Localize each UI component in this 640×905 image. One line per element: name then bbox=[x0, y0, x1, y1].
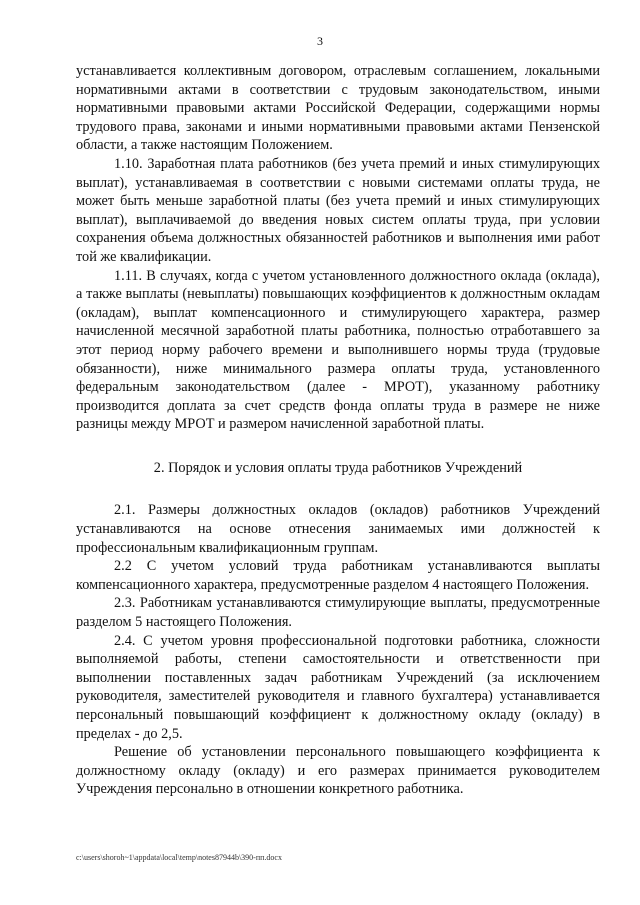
footer-file-path: c:\users\shoroh~1\appdata\local\temp\notes87944b\390-пп.docx bbox=[76, 853, 282, 862]
paragraph: 2.1. Размеры должностных окладов (окладов) работников Учреждений устанавливаются на основе отнесения занимаемых ими должностей к профессиональным квалификационным группам. bbox=[76, 502, 600, 556]
paragraph: Решение об установлении персонального повышающего коэффициента к должностному окладу (окладу) и его размерах принимается руководителем Учреждения персонально в отношении конкретного работника. bbox=[76, 744, 600, 798]
paragraph: 2.4. С учетом уровня профессиональной подготовки работника, сложности выполняемой работы, степени самостоятельности и ответственности при выполнении поставленных задач работникам Учреждений (за исключением руководителя, заместителей руководителя и главного бухгалтера) устанавливается персональный повышающий коэффициент к должностному окладу (окладу) в пределах - до 2,5. bbox=[76, 632, 600, 742]
paragraph: 2.3. Работникам устанавливаются стимулирующие выплаты, предусмотренные разделом 5 настоящего Положения. bbox=[76, 595, 600, 631]
paragraph: 1.10. Заработная плата работников (без учета премий и иных стимулирующих выплат), устанавливаемая в соответствии с новыми системами оплаты труда, не может быть меньше заработной платы (без учета премий и иных стимулирующих выплат), выплачиваемой до введения новых систем оплаты труда, при условии сохранения объема должностных обязанностей работников и выполнения ими работ той же квалификации. bbox=[76, 155, 600, 265]
paragraph: 1.11. В случаях, когда с учетом установленного должностного оклада (оклада), а также выплаты (невыплаты) повышающих коэффициентов к должностным окладам (окладам), выплат компенсационного и стимулирующего характера, размер начисленной месячной заработной платы работника, полностью отработавшего за этот период норму рабочего времени и выполнившего нормы труда (трудовые обязанности), ниже минимального размера оплаты труда, установленного федеральным законодательством (далее - МРОТ), указанному работнику производится доплата за счет средств фонда оплаты труда в размере не ниже разницы между МРОТ и размером начисленной заработной платы. bbox=[76, 267, 600, 433]
paragraph: 2.2 С учетом условий труда работникам устанавливаются выплаты компенсационного характера, предусмотренные разделом 4 настоящего Положения. bbox=[76, 558, 600, 593]
document-body bbox=[76, 62, 600, 799]
paragraph: устанавливается коллективным договором, отраслевым соглашением, локальными нормативными актами в соответствии с трудовым законодательством, иными нормативными правовыми актами Российской Федерации, содержащими нормы трудового права, законами и иными нормативными правовыми актами Пензенской области, а также настоящим Положением. bbox=[76, 63, 600, 154]
page-number: 3 bbox=[317, 34, 323, 48]
section-heading: 2. Порядок и условия оплаты труда работников Учреждений bbox=[153, 459, 523, 476]
